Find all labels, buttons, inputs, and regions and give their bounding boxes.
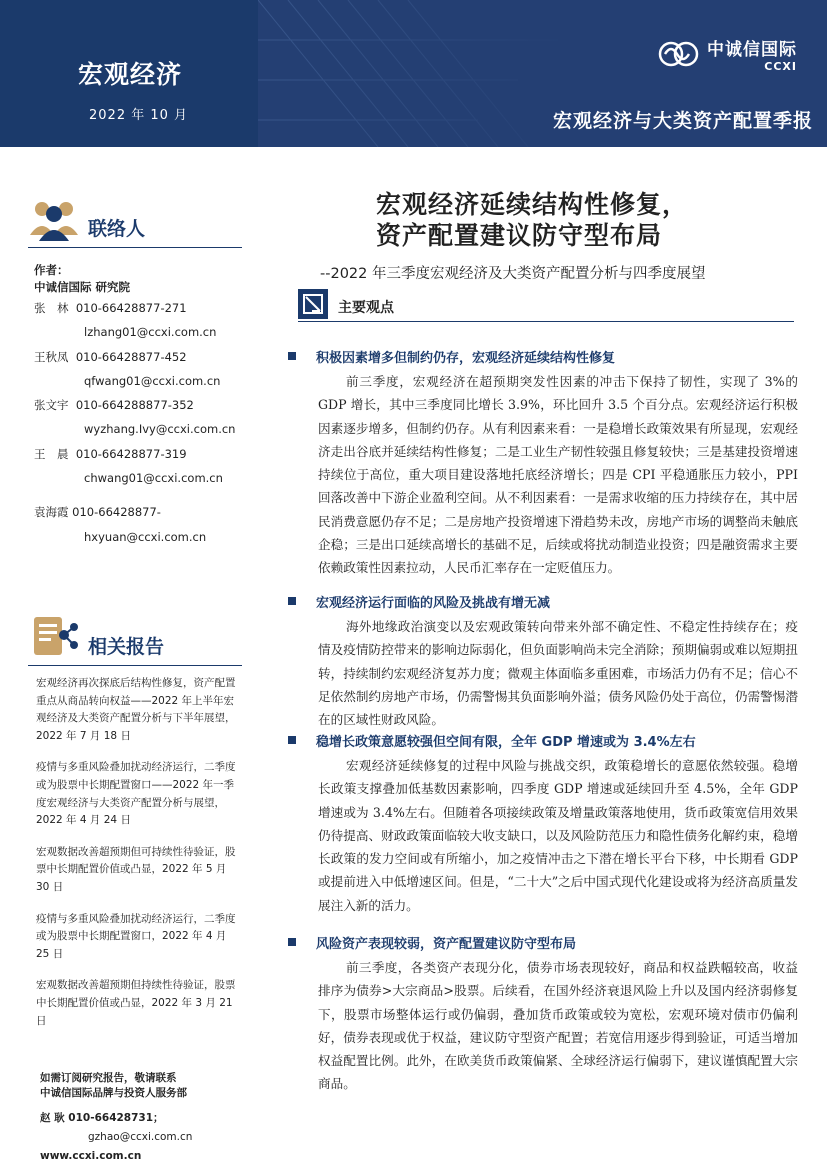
key-point bbox=[288, 591, 798, 731]
series-title: 宏观经济与大类资产配置季报 bbox=[552, 110, 813, 132]
bullet-square-icon bbox=[288, 352, 296, 360]
author-label: 作者： bbox=[34, 263, 69, 277]
related-heading bbox=[28, 613, 164, 661]
key-point bbox=[288, 932, 798, 1096]
report-date: 2022 年 10 月 bbox=[89, 108, 189, 123]
subscribe-info bbox=[40, 1071, 250, 1164]
key-point-body: 前三季度，各类资产表现分化，债券市场表现较好，商品和权益跌幅较高，收益排序为债券>大宗商品>股票。后续看，在国外经济衰退风险上升以及国内经济弱修复下，股票市场整体运行或仍偏弱，叠加货币政策或较为宽松，宏观环境对债市仍偏利好，债券表现或优于权益，建议防守型资产配置；若宽信用逐步得到验证，可适当增加权益配置比例。此外，在欧美货币政策偏紧、全球经济运行偏弱下，建议谨慎配置大宗商品。 bbox=[318, 960, 798, 1092]
related-report[interactable]: 疫情与多重风险叠加扰动经济运行，二季度或为股票中长期配置窗口——2022 年一季度宏观经济与大类资产配置分析与展望，2022 年 4 月 24 日 bbox=[36, 761, 236, 827]
brand-logo bbox=[657, 34, 797, 74]
ccxi-logo-icon bbox=[657, 34, 701, 74]
key-point bbox=[288, 730, 798, 917]
author-org: 中诚信国际 研究院 bbox=[34, 280, 131, 294]
bullet-square-icon bbox=[288, 938, 296, 946]
brand-name-cn: 中诚信国际 bbox=[707, 40, 797, 60]
contact-row: 张 林 010-66428877-271 bbox=[34, 301, 187, 315]
related-report[interactable]: 宏观数据改善超预期但持续性待验证，股票中长期配置价值或凸显，2022 年 3 月 21 日 bbox=[36, 979, 236, 1027]
related-reports-icon bbox=[28, 613, 80, 661]
key-point bbox=[288, 346, 798, 580]
contacts-divider bbox=[28, 247, 242, 248]
contacts-heading bbox=[28, 195, 145, 243]
website-link[interactable]: www.ccxi.com.cn bbox=[40, 1150, 142, 1162]
key-point-body: 宏观经济延续修复的过程中风险与挑战交织，政策稳增长的意愿依然较强。稳增长政策支撑叠加低基数因素影响，四季度 GDP 增速或延续回升至 4.5%，全年 GDP 增速或为 3.4%左右。但随着各项接续政策及增量政策落地使用，货币政策宽信用效果仍待提高、财政政策面临较大收支缺口，以及风险防范压力和隐性债务化解约束，稳增长政策的发力空间或有所缩小，加之疫情冲击之下潜在增长平台下移，中长期看 GDP 或提前进入中低增速区间。但是，“二十大”之后中国式现代化建设或将为经济高质量发展注入新的活力。 bbox=[318, 758, 798, 913]
contact-email[interactable]: hxyuan@ccxi.com.cn bbox=[84, 529, 207, 544]
contact-email[interactable]: wyzhang.Ivy@ccxi.com.cn bbox=[84, 422, 236, 437]
bullet-square-icon bbox=[288, 736, 296, 744]
subscribe-email[interactable]: gzhao@ccxi.com.cn bbox=[88, 1131, 193, 1143]
key-point-heading: 稳增长政策意愿较强但空间有限，全年 GDP 增速或为 3.4%左右 bbox=[316, 734, 696, 750]
key-points-label: 主要观点 bbox=[338, 300, 394, 316]
related-report[interactable]: 宏观数据改善超预期但可持续性待验证，股票中长期配置价值或凸显，2022 年 5 月 30 日 bbox=[36, 845, 236, 893]
key-point-heading: 宏观经济运行面临的风险及挑战有增无减 bbox=[316, 595, 551, 611]
key-points-icon bbox=[298, 289, 328, 319]
header-banner bbox=[258, 0, 827, 147]
related-report[interactable]: 疫情与多重风险叠加扰动经济运行，二季度或为股票中长期配置窗口，2022 年 4 月 25 日 bbox=[36, 912, 236, 960]
contact-row: 王 晨 010-66428877-319 bbox=[34, 446, 187, 461]
contact-row: 王秋凤 010-66428877-452 bbox=[34, 349, 187, 364]
bullet-square-icon bbox=[288, 597, 296, 605]
key-points-heading bbox=[298, 289, 794, 322]
contact-email[interactable]: chwang01@ccxi.com.cn bbox=[84, 471, 223, 486]
report-title: 宏观经济延续结构性修复， 资产配置建议防守型布局 bbox=[376, 190, 689, 250]
contact-email[interactable]: lzhang01@ccxi.com.cn bbox=[84, 325, 217, 340]
key-point-heading: 积极因素增多但制约仍存，宏观经济延续结构性修复 bbox=[316, 350, 616, 366]
contact-email[interactable]: qfwang01@ccxi.com.cn bbox=[84, 373, 221, 388]
contact-row: 张文宇 010-664288877-352 bbox=[34, 398, 194, 413]
header-category-panel bbox=[0, 0, 258, 147]
key-point-body: 前三季度，宏观经济在超预期突发性因素的冲击下保持了韧性，实现了 3%的 GDP 增长，其中三季度同比增长 3.9%，环比回升 3.5 个百分点。宏观经济运行积极因素逐步增多，但制约仍存。从有利因素来看：一是稳增长政策效果有所显现，宏观经济走出谷底并延续结构性修复；二是工业生产韧性较强且修复较快；三是基建投资增速持续位于高位，重大项目建设落地托底经济增长；四是 CPI 平稳通胀压力较小，PPI 回落改善中下游企业盈利空间。从不利因素看：一是需求收缩的压力持续存在，其中居民消费意愿仍存不足；二是房地产投资增速下滑趋势未改，房地产市场的调整尚未触底企稳；三是出口延续高增长的基础不足，后续或将扰动制造业投资；四是融资需求主要依赖政策性因素拉动，人民币汇率存在一定贬值压力。 bbox=[318, 374, 798, 576]
sidebar bbox=[0, 147, 258, 1169]
key-point-body: 海外地缘政治演变以及宏观政策转向带来外部不确定性、不稳定性持续存在；疫情及疫情防控带来的影响边际弱化，但负面影响尚未完全消除；预期偏弱或难以短期扭转，持续制约宏观经济复苏力度；微观主体面临多重困难，市场活力仍有不足；信心不足依然制约房地产市场，仍需警惕其负面影响外溢；债务风险仍处于高位，仍需警惕潜在的区域性财政风险。 bbox=[318, 619, 798, 728]
subscribe-line1: 如需订阅研究报告，敬请联系 bbox=[40, 1072, 177, 1084]
key-point-heading: 风险资产表现较弱，资产配置建议防守型布局 bbox=[316, 936, 577, 952]
report-category: 宏观经济 bbox=[78, 60, 183, 89]
contacts-list bbox=[34, 263, 254, 549]
related-label: 相关报告 bbox=[88, 635, 165, 658]
subscribe-contact: 赵 耿 010-66428731； bbox=[40, 1112, 164, 1124]
contacts-label: 联络人 bbox=[88, 217, 146, 240]
related-divider bbox=[28, 665, 242, 666]
contact-row: 袁海霞 010-66428877- bbox=[34, 505, 161, 520]
report-subtitle: --2022 年三季度宏观经济及大类资产配置分析与四季度展望 bbox=[320, 266, 706, 282]
subscribe-line2: 中诚信国际品牌与投资人服务部 bbox=[40, 1087, 187, 1099]
contacts-people-icon bbox=[28, 195, 80, 243]
related-report[interactable]: 宏观经济再次探底后结构性修复，资产配置重点从商品转向权益——2022 年上半年宏观经济及大类资产配置分析与下半年展望，2022 年 7 月 18 日 bbox=[36, 677, 236, 742]
related-reports-list bbox=[36, 675, 240, 1044]
brand-name-en: CCXI bbox=[764, 60, 797, 73]
